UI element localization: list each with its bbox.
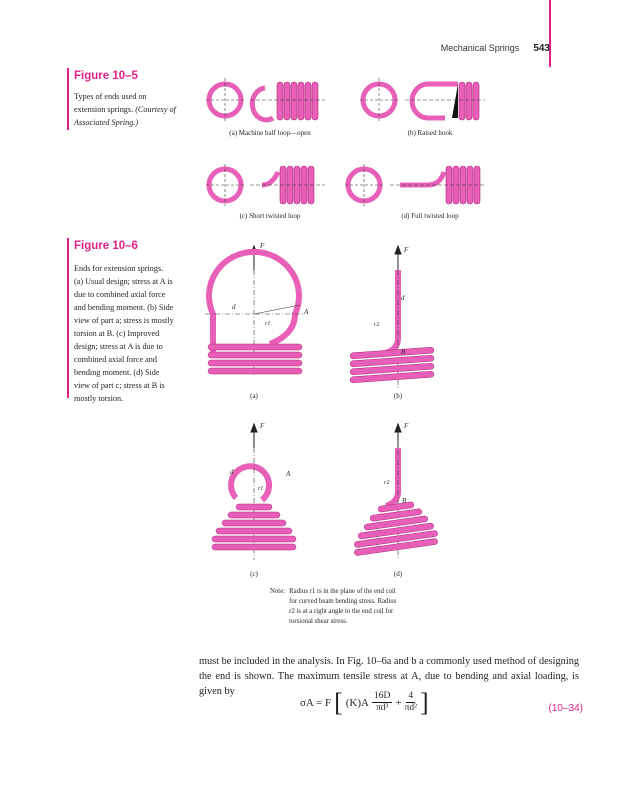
spring-loop-a [205,252,305,376]
fig-10-5-label-a: (a) Machine half loop—open [229,129,311,137]
caption-line: and bending moment. (b) Side [74,303,174,312]
figure-10-6-title: Figure 10–6 [74,240,138,252]
label-d-b: d [401,294,405,302]
spring-loop-c [212,448,296,560]
fig-10-6-label-a: (a) [250,392,258,400]
eq-fraction-1 [372,691,392,714]
force-label-c: F [260,422,265,430]
figure-10-5-drawing [0,0,626,225]
body-paragraph: must be included in the analysis. In Fig. 10–6a and b a commonly used method of designing the end is shown. The maximum tensile stress at A, due to bending and axial loading, is given by [199,656,579,697]
fig-10-6-label-c: (c) [250,570,258,578]
eq-bracket-open: [ [334,687,343,717]
caption-line: design; stress at A is due to [74,342,163,351]
figure-10-5-caption-courtesy: (Courtesy of Associated Spring.) [74,105,176,127]
spring-end-d [345,164,485,206]
caption-line: combined axial force and [74,355,157,364]
eq-frac1-den: πd³ [375,703,389,713]
caption-line: due to combined axial force [74,290,166,299]
note-text: Radius r1 is in the plane of the end coil for curved beam bending stress. Radius r2 is at a right angle to the end coil for torsional shear stress. [289,588,397,625]
force-label-d: F [404,422,409,430]
caption-line: (a) Usual design; stress at A is [74,277,173,286]
equation-10-34 [300,687,429,717]
force-label-b: F [404,246,409,254]
spring-side-d [354,440,438,560]
label-r1-c: r1 [258,486,264,492]
label-B-d: B [402,497,407,505]
figure-note [270,587,399,627]
spring-end-c [206,164,325,206]
figure-10-6-drawing [0,230,626,590]
spring-side-b [350,260,434,390]
eq-frac2-num: 4 [408,691,414,701]
fig-10-5-label-b: (b) Raised hook [407,129,453,137]
caption-line: torsion at B. (c) Improved [74,329,160,338]
page-number: 543 [533,43,550,54]
eq-frac1-num: 16D [373,691,391,701]
caption-line: mostly torsion. [74,394,124,403]
eq-factor: (K)A [345,696,369,709]
eq-frac2-den: πd² [404,703,417,713]
eq-fraction-2 [405,691,417,714]
label-B-b: B [401,348,406,356]
eq-lhs: σA = F [300,696,332,709]
caption-line: bending moment. (d) Side [74,368,160,377]
fig-10-5-label-d: (d) Full twisted loop [401,212,459,220]
eq-bracket-close: ] [419,687,429,717]
spring-end-a [206,78,325,122]
fig-10-5-label-c: (c) Short twisted loop [239,212,301,220]
note-label: Note: [270,588,286,595]
caption-line: Ends for extension springs. [74,264,164,273]
label-A-a: A [304,308,309,316]
spring-end-b [360,78,485,122]
label-r1-a: r1 [265,321,271,327]
figure-10-5-caption-main: Types of ends used on extension springs. [74,92,147,114]
label-d-a: d [232,303,236,311]
eq-plus: + [395,696,402,709]
label-r2-b: r2 [374,322,380,328]
section-title: Mechanical Springs [440,43,520,53]
fig-10-6-label-b: (b) [393,392,403,400]
figure-10-5-title: Figure 10–5 [74,70,138,82]
force-label-a: F [260,242,265,250]
caption-line: view of part a; stress is mostly [74,316,174,325]
label-A-c: A [286,470,291,478]
equation-number: (10–34) [548,703,583,714]
fig-10-6-label-d: (d) [393,570,403,578]
label-d-c: d [230,468,234,476]
label-r2-d: r2 [384,480,390,486]
caption-line: view of part c; stress at B is [74,381,165,390]
